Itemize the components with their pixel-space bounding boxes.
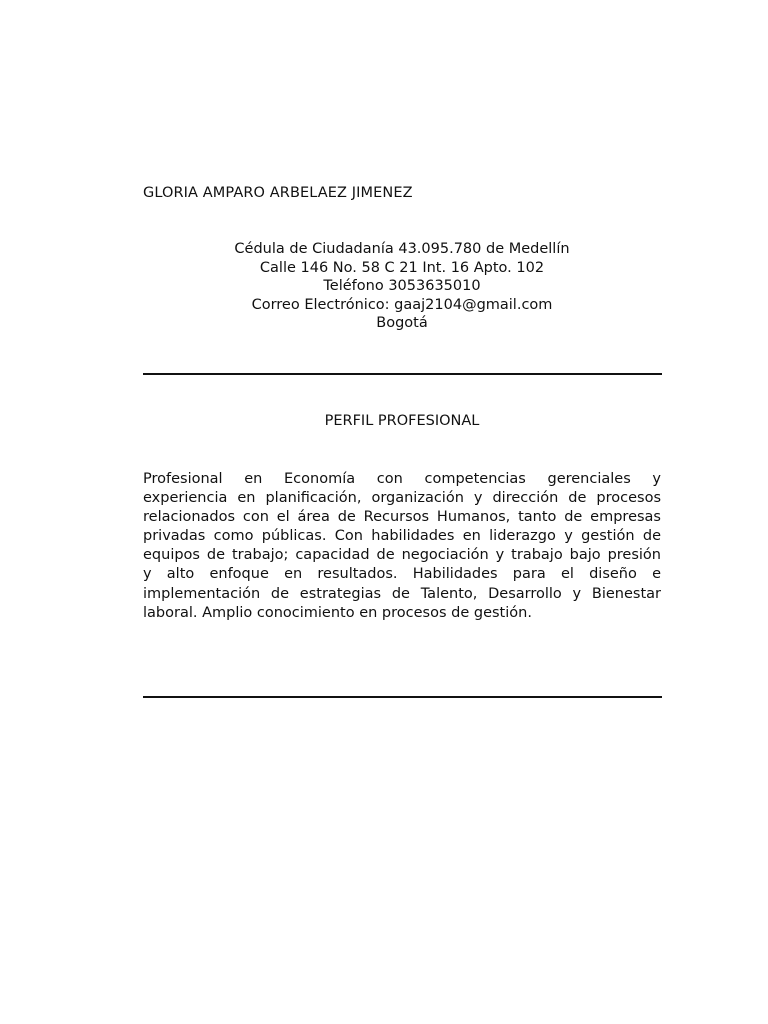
profile-paragraph xyxy=(143,470,661,623)
paragraph-line: Profesional en Economía con competencias gerenciales y xyxy=(143,471,661,487)
id-document-line: Cédula de Ciudadanía 43.095.780 de Medellín xyxy=(234,241,570,257)
section-title-perfil: PERFIL PROFESIONAL xyxy=(324,413,480,429)
paragraph-line: experiencia en planificación, organización y dirección de procesos xyxy=(143,490,661,507)
candidate-name: GLORIA AMPARO ARBELAEZ JIMENEZ xyxy=(143,185,413,201)
paragraph-line: privadas como públicas. Con habilidades en liderazgo y gestión de xyxy=(143,528,661,545)
address-line: Calle 146 No. 58 C 21 Int. 16 Apto. 102 xyxy=(259,259,545,276)
city-line: Bogotá xyxy=(376,315,428,332)
paragraph-line: equipos de trabajo; capacidad de negociación y trabajo bajo presión xyxy=(143,547,661,564)
paragraph-line: y alto enfoque en resultados. Habilidades para el diseño e xyxy=(143,566,661,583)
contact-block xyxy=(143,240,661,333)
paragraph-line: relacionados con el área de Recursos Humanos, tanto de empresas xyxy=(143,509,661,526)
phone-line: Teléfono 3053635010 xyxy=(323,278,481,295)
email-line: Correo Electrónico: gaaj2104@gmail.com xyxy=(251,296,553,313)
horizontal-divider xyxy=(143,373,662,375)
horizontal-divider xyxy=(143,696,662,698)
paragraph-line: laboral. Amplio conocimiento en procesos de gestión. xyxy=(143,604,532,621)
paragraph-line: implementación de estrategias de Talento, Desarrollo y Bienestar xyxy=(143,585,661,602)
